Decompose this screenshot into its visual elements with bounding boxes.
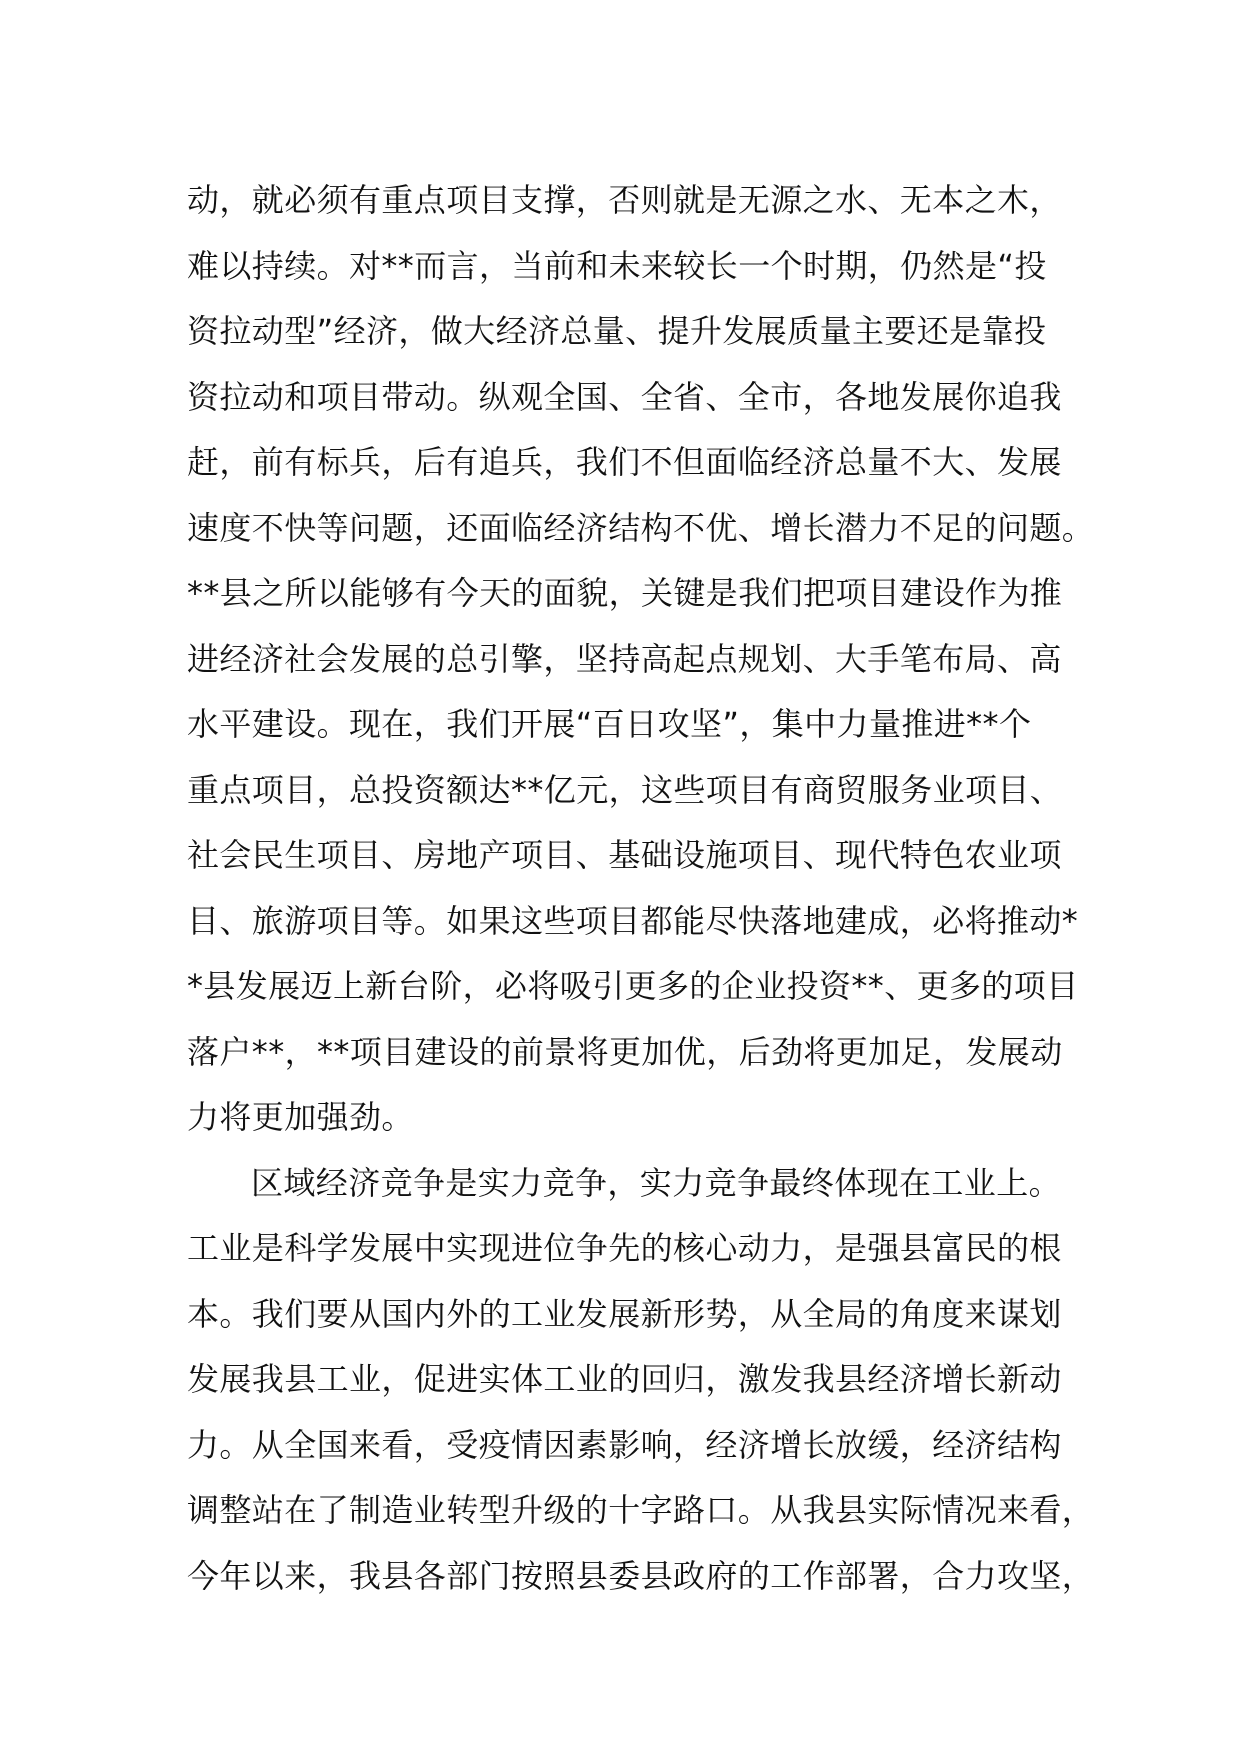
text-line: 落户**，**项目建设的前景将更加优，后劲将更加足，发展动 (187, 1032, 1063, 1071)
text-line: *县发展迈上新台阶，必将吸引更多的企业投资**、更多的项目 (187, 967, 1079, 1005)
text-line: 难以持续。对**而言，当前和未来较长一个时期，仍然是“投 (187, 246, 1047, 285)
text-line: 资拉动和项目带动。纵观全国、全省、全市，各地发展你追我 (187, 377, 1062, 416)
text-line: 发展我县工业，促进实体工业的回归，激发我县经济增长新动 (187, 1360, 1062, 1398)
text-line: 调整站在了制造业转型升级的十字路口。从我县实际情况来看， (187, 1491, 1095, 1529)
text-line: **县之所以能够有今天的面貌，关键是我们把项目建设作为推 (187, 574, 1063, 612)
text-line: 赶，前有标兵，后有追兵，我们不但面临经济总量不大、发展 (187, 443, 1062, 481)
text-line: 重点项目，总投资额达**亿元，这些项目有商贸服务业项目、 (187, 770, 1063, 809)
paragraph-first-line: 区域经济竞争是实力竞争，实力竞争最终体现在工业上。 (251, 1163, 1062, 1202)
text-line: 速度不快等问题，还面临经济结构不优、增长潜力不足的问题。 (187, 508, 1095, 547)
document-body (187, 168, 1095, 1609)
text-line: 力。从全国来看，受疫情因素影响，经济增长放缓，经济结构 (187, 1425, 1062, 1464)
text-line: 资拉动型”经济，做大经济总量、提升发展质量主要还是靠投 (187, 312, 1047, 350)
text-line: 工业是科学发展中实现进位争先的核心动力，是强县富民的根 (187, 1229, 1062, 1267)
text-line: 目、旅游项目等。如果这些项目都能尽快落地建成，必将推动* (187, 901, 1079, 940)
text-line: 动，就必须有重点项目支撑，否则就是无源之水、无本之木， (187, 181, 1062, 219)
text-line: 进经济社会发展的总引擎，坚持高起点规划、大手笔布局、高 (187, 639, 1062, 678)
text-line: 今年以来，我县各部门按照县委县政府的工作部署，合力攻坚， (187, 1556, 1095, 1595)
text-line: 水平建设。现在，我们开展“百日攻坚”，集中力量推进**个 (187, 705, 1032, 743)
text-line: 本。我们要从国内外的工业发展新形势，从全局的角度来谋划 (187, 1294, 1062, 1333)
text-line: 力将更加强劲。 (187, 1098, 414, 1136)
text-line: 社会民生项目、房地产项目、基础设施项目、现代特色农业项 (187, 836, 1062, 874)
